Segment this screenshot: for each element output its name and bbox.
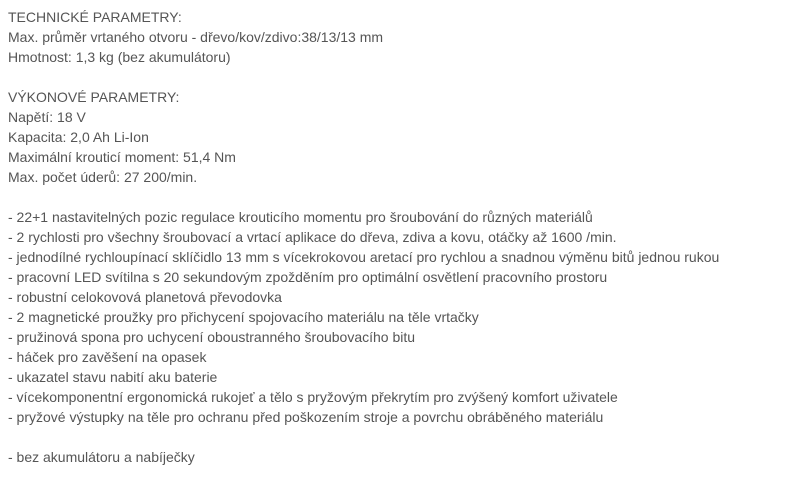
spec-weight: Hmotnost: 1,3 kg (bez akumulátoru) bbox=[8, 49, 231, 65]
feature-item: - pryžové výstupky na těle pro ochranu před poškozením stroje a povrchu obráběného materiálu bbox=[8, 409, 604, 425]
section-spacer bbox=[8, 187, 798, 207]
section-spacer bbox=[8, 427, 798, 447]
feature-item: - robustní celokovová planetová převodovka bbox=[8, 289, 282, 305]
technical-parameters-heading: TECHNICKÉ PARAMETRY: bbox=[8, 9, 182, 25]
feature-item: - 22+1 nastavitelných pozic regulace krouticího momentu pro šroubování do různých materiálů bbox=[8, 209, 593, 225]
feature-item: - pracovní LED svítilna s 20 sekundovým zpožděním pro optimální osvětlení pracovního prostoru bbox=[8, 269, 608, 285]
feature-list bbox=[8, 207, 798, 427]
spec-max-torque: Maximální krouticí moment: 51,4 Nm bbox=[8, 149, 236, 165]
technical-parameters-section bbox=[8, 7, 798, 67]
spec-capacity: Kapacita: 2,0 Ah Li-Ion bbox=[8, 129, 149, 145]
feature-item: - 2 rychlosti pro všechny šroubovací a vrtací aplikace do dřeva, zdiva a kovu, otáčky až 1600 /min. bbox=[8, 229, 617, 245]
spec-max-impact-rate: Max. počet úderů: 27 200/min. bbox=[8, 169, 198, 185]
product-description bbox=[8, 7, 798, 467]
feature-item: - háček pro zavěšení na opasek bbox=[8, 349, 207, 365]
performance-parameters-heading: VÝKONOVÉ PARAMETRY: bbox=[8, 89, 180, 105]
feature-item: - pružinová spona pro uchycení oboustranného šroubovacího bitu bbox=[8, 329, 416, 345]
performance-parameters-section bbox=[8, 87, 798, 187]
spec-voltage: Napětí: 18 V bbox=[8, 109, 86, 125]
package-note: - bez akumulátoru a nabíječky bbox=[8, 449, 195, 465]
feature-item: - ukazatel stavu nabití aku baterie bbox=[8, 369, 218, 385]
feature-item: - 2 magnetické proužky pro přichycení spojovacího materiálu na těle vrtačky bbox=[8, 309, 479, 325]
feature-item: - jednodílné rychloupínací sklíčidlo 13 mm s vícekrokovou aretací pro rychlou a snadnou výměnu bitů jednou rukou bbox=[8, 249, 720, 265]
spec-max-drill-diameter: Max. průměr vrtaného otvoru - dřevo/kov/zdivo:38/13/13 mm bbox=[8, 29, 384, 45]
section-spacer bbox=[8, 67, 798, 87]
feature-item: - vícekomponentní ergonomická rukojeť a tělo s pryžovým překrytím pro zvýšený komfort uživatele bbox=[8, 389, 618, 405]
